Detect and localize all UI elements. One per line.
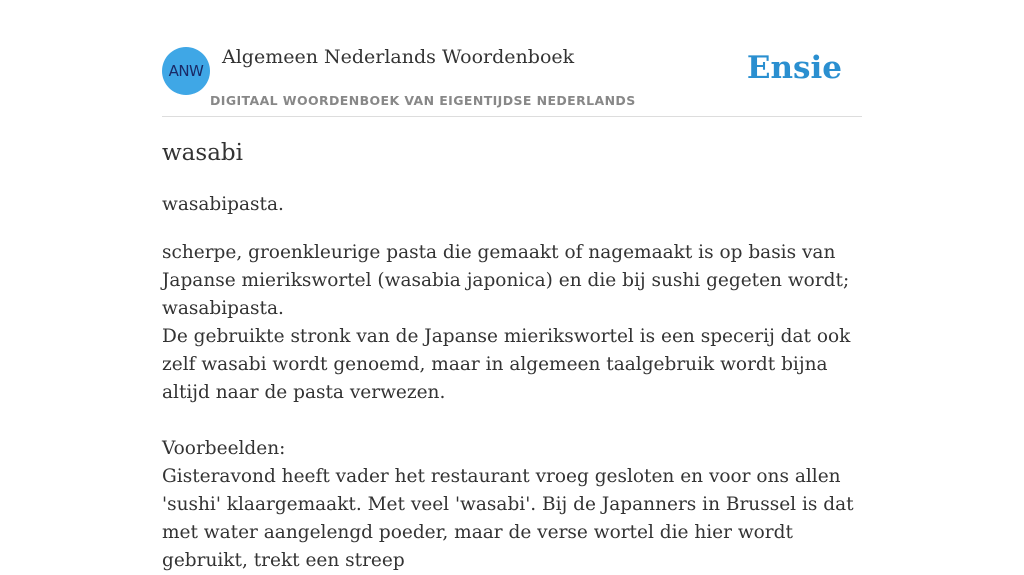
long-definition bbox=[162, 239, 867, 575]
short-definition: wasabipasta. bbox=[162, 194, 284, 215]
definition-text: scherpe, groenkleurige pasta die gemaakt of nagemaakt is op basis van Japanse mierikswortel (wasabia japonica) en die bij sushi gegeten wordt; wasabipasta. bbox=[162, 242, 850, 319]
definition-note: De gebruikte stronk van de Japanse mierikswortel is een specerij dat ook zelf wasabi wordt genoemd, maar in algemeen taalgebruik wordt bijna altijd naar de pasta verwezen. bbox=[162, 326, 851, 403]
site-header bbox=[162, 0, 862, 117]
page-container bbox=[162, 0, 862, 571]
examples-heading: Voorbeelden: bbox=[162, 438, 286, 459]
anw-logo[interactable] bbox=[162, 47, 210, 95]
source-title[interactable]: Algemeen Nederlands Woordenboek bbox=[222, 46, 575, 68]
logo-text: ANW bbox=[168, 62, 204, 80]
source-subtitle: DIGITAAL WOORDENBOEK VAN EIGENTIJDSE NEDERLANDS bbox=[210, 93, 636, 108]
entry-word: wasabi bbox=[162, 140, 243, 166]
ensie-logo[interactable]: Ensie bbox=[746, 50, 842, 86]
example-text: Gisteravond heeft vader het restaurant vroeg gesloten en voor ons allen 'sushi' klaargemaakt. Met veel 'wasabi'. Bij de Japanners in Brussel is dat met water aangelengd poeder, maar de verse wortel die hier wordt gebruikt, trekt een streep bbox=[162, 466, 854, 571]
